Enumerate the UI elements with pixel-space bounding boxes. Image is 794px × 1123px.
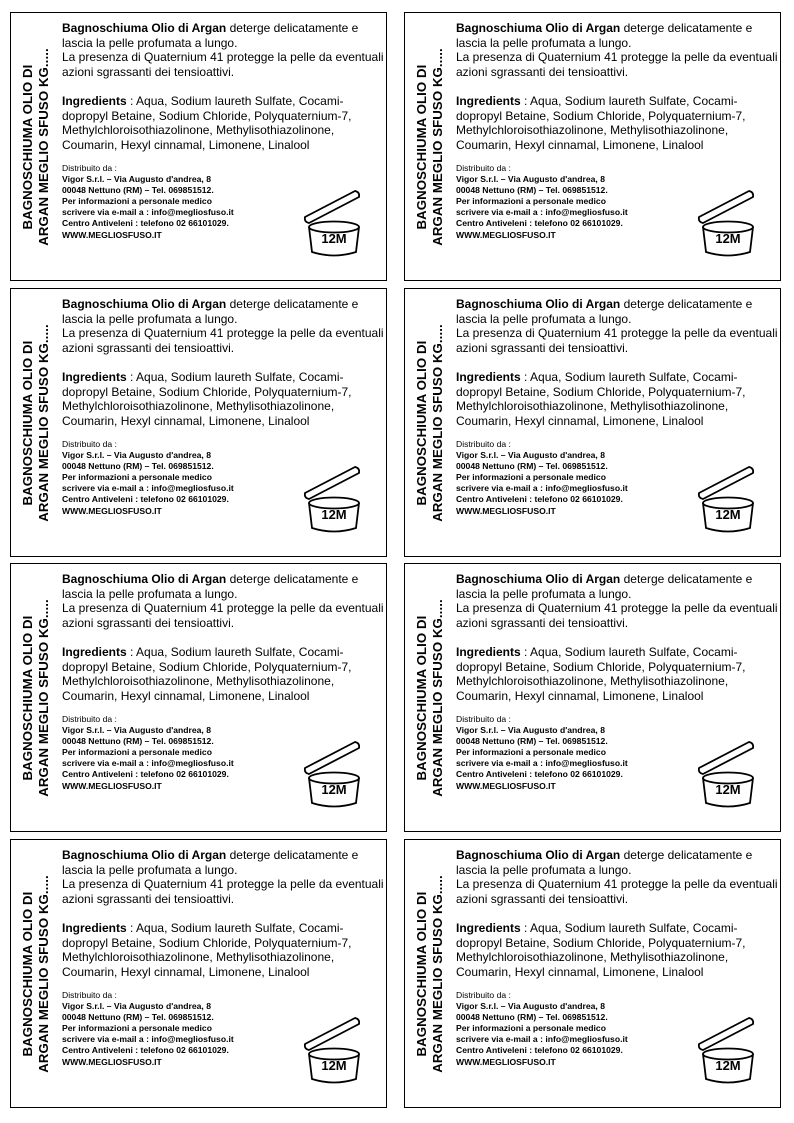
side-title-line-2: ARGAN MEGLIO SFUSO KG..... (36, 599, 51, 797)
distributed-by: Distribuito da : (456, 439, 511, 449)
antiveleni-line: Centro Antiveleni : telefono 02 66101029. (62, 769, 229, 780)
description-2: La presenza di Quaternium 41 protegge la pelle da eventuali azioni sgrassanti dei tensioattivi. (456, 877, 778, 906)
website: WWW.MEGLIOSFUSO.IT (456, 229, 556, 240)
side-title-line-1: BAGNOSCHIUMA OLIO DI (20, 64, 35, 230)
distributor-info (62, 714, 302, 792)
side-title (17, 297, 55, 549)
address-line: 00048 Nettuno (RM) – Tel. 069851512. (456, 736, 608, 747)
company-line: Vigor S.r.l. – Via Augusto d'andrea, 8 (456, 725, 605, 736)
ingredients-text: : Aqua, Sodium laureth Sulfate, Cocami-dopropyl Betaine, Sodium Chloride, Polyquaternium-7, Methylchloroisothiazolinone, Methylisothiazolinone, Coumarin, Hexyl cinnamal, Limonene, Linalool (456, 369, 746, 428)
distributed-by: Distribuito da : (456, 990, 511, 1000)
description-1: deterge delicatamente e lascia la pelle profumata a lungo. (62, 21, 359, 50)
antiveleni-line: Centro Antiveleni : telefono 02 66101029. (62, 218, 229, 229)
side-title-line-2: ARGAN MEGLIO SFUSO KG..... (36, 48, 51, 246)
info-line-1: Per informazioni a personale medico (456, 1023, 606, 1034)
info-line-1: Per informazioni a personale medico (456, 196, 606, 207)
pao-label: 12M (715, 507, 741, 522)
product-label-1 (10, 12, 387, 281)
info-line-1: Per informazioni a personale medico (456, 747, 606, 758)
label-body (62, 297, 384, 428)
pao-jar-icon (697, 1016, 763, 1086)
label-body (62, 572, 384, 703)
side-title (411, 848, 449, 1100)
product-name: Bagnoschiuma Olio di Argan (62, 297, 227, 311)
info-line-2: scrivere via e-mail a : info@megliosfuso.it (456, 207, 628, 218)
description-2: La presenza di Quaternium 41 protegge la pelle da eventuali azioni sgrassanti dei tensioattivi. (456, 50, 778, 79)
product-name: Bagnoschiuma Olio di Argan (456, 21, 621, 35)
ingredients-label: Ingredients (456, 920, 521, 935)
ingredients-label: Ingredients (456, 644, 521, 659)
pao-label: 12M (321, 507, 347, 522)
ingredients-text: : Aqua, Sodium laureth Sulfate, Cocami-dopropyl Betaine, Sodium Chloride, Polyquaternium-7, Methylchloroisothiazolinone, Methylisothiazolinone, Coumarin, Hexyl cinnamal, Limonene, Linalool (456, 93, 746, 152)
ingredients-label: Ingredients (62, 644, 127, 659)
pao-label: 12M (321, 231, 347, 246)
product-name: Bagnoschiuma Olio di Argan (456, 572, 621, 586)
product-label-8 (404, 839, 781, 1108)
distributor-info (456, 990, 696, 1068)
product-label-2 (404, 12, 781, 281)
pao-label: 12M (321, 782, 347, 797)
info-line-2: scrivere via e-mail a : info@megliosfuso.it (62, 207, 234, 218)
address-line: 00048 Nettuno (RM) – Tel. 069851512. (456, 1012, 608, 1023)
address-line: 00048 Nettuno (RM) – Tel. 069851512. (62, 736, 214, 747)
description-1: deterge delicatamente e lascia la pelle profumata a lungo. (456, 572, 753, 601)
pao-label: 12M (715, 1058, 741, 1073)
product-name: Bagnoschiuma Olio di Argan (62, 572, 227, 586)
pao-label: 12M (321, 1058, 347, 1073)
side-title-line-2: ARGAN MEGLIO SFUSO KG..... (430, 48, 445, 246)
ingredients-label: Ingredients (62, 93, 127, 108)
pao-jar-icon (303, 740, 369, 810)
info-line-1: Per informazioni a personale medico (456, 472, 606, 483)
antiveleni-line: Centro Antiveleni : telefono 02 66101029. (62, 494, 229, 505)
address-line: 00048 Nettuno (RM) – Tel. 069851512. (62, 461, 214, 472)
ingredients-label: Ingredients (456, 369, 521, 384)
distributed-by: Distribuito da : (62, 714, 117, 724)
distributor-info (62, 990, 302, 1068)
info-line-2: scrivere via e-mail a : info@megliosfuso.it (62, 483, 234, 494)
ingredients-text: : Aqua, Sodium laureth Sulfate, Cocami-dopropyl Betaine, Sodium Chloride, Polyquaternium-7, Methylchloroisothiazolinone, Methylisothiazolinone, Coumarin, Hexyl cinnamal, Limonene, Linalool (62, 93, 352, 152)
side-title (17, 21, 55, 273)
side-title-line-2: ARGAN MEGLIO SFUSO KG..... (430, 599, 445, 797)
website: WWW.MEGLIOSFUSO.IT (456, 505, 556, 516)
ingredients-text: : Aqua, Sodium laureth Sulfate, Cocami-dopropyl Betaine, Sodium Chloride, Polyquaternium-7, Methylchloroisothiazolinone, Methylisothiazolinone, Coumarin, Hexyl cinnamal, Limonene, Linalool (456, 644, 746, 703)
website: WWW.MEGLIOSFUSO.IT (456, 780, 556, 791)
website: WWW.MEGLIOSFUSO.IT (456, 1056, 556, 1067)
product-name: Bagnoschiuma Olio di Argan (62, 848, 227, 862)
description-2: La presenza di Quaternium 41 protegge la pelle da eventuali azioni sgrassanti dei tensioattivi. (456, 601, 778, 630)
label-body (456, 297, 778, 428)
side-title (17, 572, 55, 824)
side-title-line-1: BAGNOSCHIUMA OLIO DI (20, 891, 35, 1057)
pao-label: 12M (715, 782, 741, 797)
label-body (62, 21, 384, 152)
info-line-1: Per informazioni a personale medico (62, 472, 212, 483)
side-title (411, 572, 449, 824)
address-line: 00048 Nettuno (RM) – Tel. 069851512. (62, 1012, 214, 1023)
company-line: Vigor S.r.l. – Via Augusto d'andrea, 8 (62, 450, 211, 461)
antiveleni-line: Centro Antiveleni : telefono 02 66101029. (62, 1045, 229, 1056)
pao-jar-icon (303, 1016, 369, 1086)
distributor-info (62, 163, 302, 241)
info-line-2: scrivere via e-mail a : info@megliosfuso.it (456, 483, 628, 494)
company-line: Vigor S.r.l. – Via Augusto d'andrea, 8 (62, 725, 211, 736)
product-label-4 (404, 288, 781, 557)
distributor-info (456, 163, 696, 241)
product-label-6 (404, 563, 781, 832)
product-name: Bagnoschiuma Olio di Argan (456, 848, 621, 862)
antiveleni-line: Centro Antiveleni : telefono 02 66101029. (456, 218, 623, 229)
side-title-line-1: BAGNOSCHIUMA OLIO DI (20, 615, 35, 781)
description-2: La presenza di Quaternium 41 protegge la pelle da eventuali azioni sgrassanti dei tensioattivi. (62, 601, 384, 630)
website: WWW.MEGLIOSFUSO.IT (62, 505, 162, 516)
side-title-line-1: BAGNOSCHIUMA OLIO DI (414, 64, 429, 230)
pao-jar-icon (697, 189, 763, 259)
side-title (17, 848, 55, 1100)
ingredients-text: : Aqua, Sodium laureth Sulfate, Cocami-dopropyl Betaine, Sodium Chloride, Polyquaternium-7, Methylchloroisothiazolinone, Methylisothiazolinone, Coumarin, Hexyl cinnamal, Limonene, Linalool (62, 369, 352, 428)
address-line: 00048 Nettuno (RM) – Tel. 069851512. (456, 461, 608, 472)
description-1: deterge delicatamente e lascia la pelle profumata a lungo. (62, 297, 359, 326)
antiveleni-line: Centro Antiveleni : telefono 02 66101029. (456, 494, 623, 505)
distributed-by: Distribuito da : (456, 163, 511, 173)
product-label-7 (10, 839, 387, 1108)
side-title-line-2: ARGAN MEGLIO SFUSO KG..... (430, 324, 445, 522)
antiveleni-line: Centro Antiveleni : telefono 02 66101029. (456, 769, 623, 780)
ingredients-text: : Aqua, Sodium laureth Sulfate, Cocami-dopropyl Betaine, Sodium Chloride, Polyquaternium-7, Methylchloroisothiazolinone, Methylisothiazolinone, Coumarin, Hexyl cinnamal, Limonene, Linalool (456, 920, 746, 979)
pao-jar-icon (303, 189, 369, 259)
info-line-1: Per informazioni a personale medico (62, 196, 212, 207)
description-1: deterge delicatamente e lascia la pelle profumata a lungo. (62, 848, 359, 877)
description-1: deterge delicatamente e lascia la pelle profumata a lungo. (456, 848, 753, 877)
company-line: Vigor S.r.l. – Via Augusto d'andrea, 8 (456, 450, 605, 461)
ingredients-text: : Aqua, Sodium laureth Sulfate, Cocami-dopropyl Betaine, Sodium Chloride, Polyquaternium-7, Methylchloroisothiazolinone, Methylisothiazolinone, Coumarin, Hexyl cinnamal, Limonene, Linalool (62, 644, 352, 703)
website: WWW.MEGLIOSFUSO.IT (62, 1056, 162, 1067)
product-label-5 (10, 563, 387, 832)
description-2: La presenza di Quaternium 41 protegge la pelle da eventuali azioni sgrassanti dei tensioattivi. (62, 877, 384, 906)
side-title-line-1: BAGNOSCHIUMA OLIO DI (20, 340, 35, 506)
description-2: La presenza di Quaternium 41 protegge la pelle da eventuali azioni sgrassanti dei tensioattivi. (456, 326, 778, 355)
side-title-line-2: ARGAN MEGLIO SFUSO KG..... (430, 875, 445, 1073)
description-1: deterge delicatamente e lascia la pelle profumata a lungo. (62, 572, 359, 601)
label-body (62, 848, 384, 979)
ingredients-label: Ingredients (62, 920, 127, 935)
ingredients-label: Ingredients (62, 369, 127, 384)
label-body (456, 572, 778, 703)
description-2: La presenza di Quaternium 41 protegge la pelle da eventuali azioni sgrassanti dei tensioattivi. (62, 50, 384, 79)
product-name: Bagnoschiuma Olio di Argan (62, 21, 227, 35)
info-line-2: scrivere via e-mail a : info@megliosfuso.it (456, 1034, 628, 1045)
distributor-info (456, 714, 696, 792)
address-line: 00048 Nettuno (RM) – Tel. 069851512. (62, 185, 214, 196)
website: WWW.MEGLIOSFUSO.IT (62, 780, 162, 791)
info-line-2: scrivere via e-mail a : info@megliosfuso.it (456, 758, 628, 769)
info-line-2: scrivere via e-mail a : info@megliosfuso.it (62, 1034, 234, 1045)
ingredients-text: : Aqua, Sodium laureth Sulfate, Cocami-dopropyl Betaine, Sodium Chloride, Polyquaternium-7, Methylchloroisothiazolinone, Methylisothiazolinone, Coumarin, Hexyl cinnamal, Limonene, Linalool (62, 920, 352, 979)
distributor-info (456, 439, 696, 517)
distributed-by: Distribuito da : (62, 990, 117, 1000)
distributed-by: Distribuito da : (62, 163, 117, 173)
distributor-info (62, 439, 302, 517)
company-line: Vigor S.r.l. – Via Augusto d'andrea, 8 (62, 174, 211, 185)
side-title-line-1: BAGNOSCHIUMA OLIO DI (414, 340, 429, 506)
description-2: La presenza di Quaternium 41 protegge la pelle da eventuali azioni sgrassanti dei tensioattivi. (62, 326, 384, 355)
address-line: 00048 Nettuno (RM) – Tel. 069851512. (456, 185, 608, 196)
pao-jar-icon (303, 465, 369, 535)
distributed-by: Distribuito da : (456, 714, 511, 724)
side-title-line-2: ARGAN MEGLIO SFUSO KG..... (36, 324, 51, 522)
side-title-line-1: BAGNOSCHIUMA OLIO DI (414, 615, 429, 781)
info-line-1: Per informazioni a personale medico (62, 1023, 212, 1034)
antiveleni-line: Centro Antiveleni : telefono 02 66101029. (456, 1045, 623, 1056)
description-1: deterge delicatamente e lascia la pelle profumata a lungo. (456, 297, 753, 326)
side-title-line-2: ARGAN MEGLIO SFUSO KG..... (36, 875, 51, 1073)
label-body (456, 848, 778, 979)
website: WWW.MEGLIOSFUSO.IT (62, 229, 162, 240)
pao-jar-icon (697, 465, 763, 535)
side-title (411, 297, 449, 549)
pao-jar-icon (697, 740, 763, 810)
company-line: Vigor S.r.l. – Via Augusto d'andrea, 8 (62, 1001, 211, 1012)
company-line: Vigor S.r.l. – Via Augusto d'andrea, 8 (456, 174, 605, 185)
ingredients-label: Ingredients (456, 93, 521, 108)
product-name: Bagnoschiuma Olio di Argan (456, 297, 621, 311)
info-line-1: Per informazioni a personale medico (62, 747, 212, 758)
pao-label: 12M (715, 231, 741, 246)
distributed-by: Distribuito da : (62, 439, 117, 449)
info-line-2: scrivere via e-mail a : info@megliosfuso.it (62, 758, 234, 769)
product-label-3 (10, 288, 387, 557)
description-1: deterge delicatamente e lascia la pelle profumata a lungo. (456, 21, 753, 50)
label-body (456, 21, 778, 152)
side-title-line-1: BAGNOSCHIUMA OLIO DI (414, 891, 429, 1057)
side-title (411, 21, 449, 273)
company-line: Vigor S.r.l. – Via Augusto d'andrea, 8 (456, 1001, 605, 1012)
